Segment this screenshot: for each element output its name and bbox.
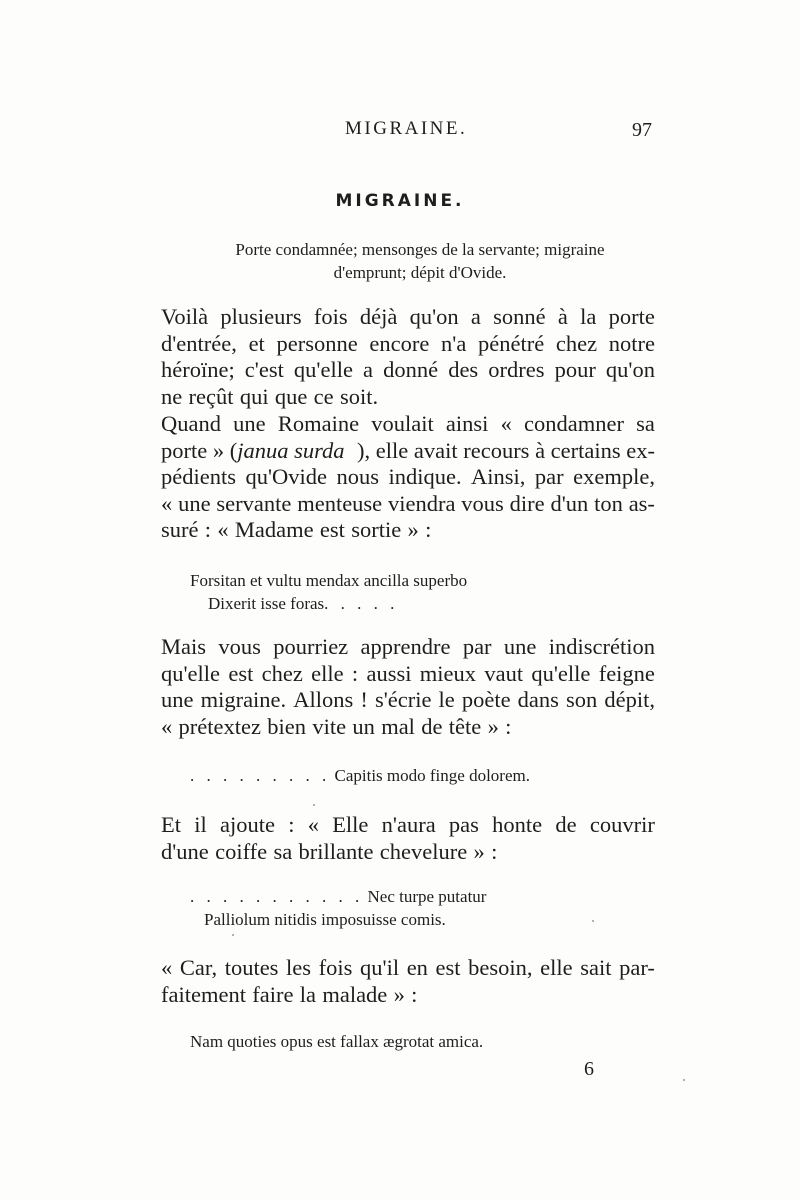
word: migraine. <box>200 687 287 712</box>
verse-text: Dixerit isse foras <box>208 594 325 613</box>
word: a <box>363 357 374 382</box>
word: dépit, <box>604 687 655 712</box>
word: pédients <box>161 464 236 489</box>
word: de <box>555 812 577 837</box>
text-line <box>161 464 655 491</box>
word: et <box>248 330 265 356</box>
text-line <box>161 384 655 411</box>
paragraph-5 <box>161 955 655 1008</box>
word: fois <box>318 955 353 980</box>
word: » <box>393 981 405 1007</box>
verse-text: Capitis modo finge dolorem. <box>334 766 530 785</box>
word: pourriez <box>273 634 349 659</box>
text-line <box>161 982 655 1009</box>
word: chevelure <box>379 838 468 864</box>
word: besoin, <box>468 955 533 980</box>
verse-quote-4: Nam quoties opus est fallax ægrotat amica. <box>190 1032 484 1051</box>
text-line <box>161 955 655 982</box>
word: prétextez <box>178 713 261 739</box>
verse-line: Forsitan et vultu mendax ancilla superbo <box>190 571 468 590</box>
word: « <box>161 490 173 516</box>
text-line <box>161 491 655 518</box>
word: vous <box>461 490 504 516</box>
word: » <box>407 517 419 542</box>
paragraph-3 <box>161 634 655 740</box>
text-line <box>161 304 655 331</box>
word: coiffe <box>215 838 268 864</box>
word: d'une <box>161 838 209 864</box>
word: malade <box>322 981 388 1007</box>
word: sonné <box>493 304 546 329</box>
word: Car, <box>179 955 218 980</box>
word: voulait <box>371 411 434 436</box>
word: est <box>228 660 254 686</box>
word: une <box>503 634 537 659</box>
word: notre <box>608 330 655 356</box>
word: « <box>307 812 319 837</box>
summary-line: d'emprunt; dépit d'Ovide. <box>333 263 507 282</box>
word: dans <box>517 687 559 712</box>
text-line <box>161 687 655 714</box>
text-fragment: porte » ( <box>161 437 238 463</box>
word: que <box>274 383 308 409</box>
word: d'un <box>550 490 589 516</box>
word: Elle <box>332 812 369 837</box>
word: : <box>411 981 418 1007</box>
word: bien <box>267 713 307 739</box>
word: indiscrétion <box>548 634 655 659</box>
word: suré <box>161 517 199 542</box>
word: » <box>473 838 485 864</box>
word: aussi <box>366 660 412 686</box>
word: la <box>299 981 317 1007</box>
word: mieux <box>419 660 477 686</box>
word: qu'elle <box>161 660 221 686</box>
word: sait <box>580 955 612 980</box>
word: qu'on <box>409 304 459 329</box>
chapter-title: MIGRAINE. <box>335 191 465 211</box>
word: personne <box>276 330 358 356</box>
page-number: 97 <box>632 119 652 141</box>
word: indique. <box>388 464 462 489</box>
word: encore <box>369 330 430 356</box>
word: brillante <box>298 838 374 864</box>
word: s'écrie <box>374 687 432 712</box>
word: Quand <box>161 411 221 436</box>
word: à <box>557 304 568 329</box>
word: vaut <box>484 660 524 686</box>
word: qu'il <box>360 955 400 980</box>
word: faire <box>252 981 294 1007</box>
word: n'aura <box>381 812 436 837</box>
word: Madame <box>234 517 314 542</box>
word: le <box>438 687 455 712</box>
paragraph-1 <box>161 304 655 410</box>
word: qu'elle <box>531 660 591 686</box>
word: faitement <box>161 981 246 1007</box>
word: porte <box>608 304 655 329</box>
word: il <box>194 812 207 837</box>
text-line <box>161 331 655 358</box>
word: qu'on <box>605 357 655 382</box>
word: la <box>580 304 597 329</box>
word: n'a <box>441 330 467 356</box>
word: sa <box>273 838 293 864</box>
word: poète <box>461 687 511 712</box>
word: elle <box>540 955 573 980</box>
word: Ainsi, <box>471 464 526 489</box>
paragraph-4 <box>161 812 655 865</box>
word: en <box>406 955 428 980</box>
verse-line: Palliolum nitidis imposuisse comis. <box>204 910 446 929</box>
ellipsis: . . . . . <box>324 594 399 613</box>
word: exemple, <box>573 464 655 489</box>
word: une <box>161 687 194 712</box>
word: ! <box>360 687 368 712</box>
word: toutes <box>224 955 279 980</box>
word: soit. <box>339 383 379 409</box>
word: ordres <box>488 357 545 382</box>
verse-line <box>190 885 486 908</box>
text-line <box>161 517 655 544</box>
paragraph-2 <box>161 411 655 544</box>
word: : <box>425 517 432 542</box>
word: sa <box>636 411 655 436</box>
word: par <box>534 464 564 489</box>
word: une <box>178 490 211 516</box>
paper-speck <box>313 804 315 806</box>
word: c'est <box>244 357 284 382</box>
paper-speck <box>683 1079 685 1081</box>
latin-phrase: janua surda <box>237 437 345 463</box>
word: menteuse <box>297 490 383 516</box>
word: par- <box>619 955 655 980</box>
word: « <box>161 955 173 980</box>
text-line <box>161 714 655 741</box>
word: « <box>500 411 512 436</box>
word: sortie <box>351 517 402 542</box>
word: viendra <box>388 490 456 516</box>
word: chez <box>261 660 303 686</box>
word: son <box>566 687 598 712</box>
word: : <box>505 713 512 739</box>
word: nous <box>336 464 379 489</box>
paper-speck <box>232 934 234 936</box>
word: une <box>233 411 266 436</box>
word: plusieurs <box>220 304 302 329</box>
word: est <box>319 517 345 542</box>
word: « <box>217 517 229 542</box>
signature-mark: 6 <box>584 1058 594 1080</box>
word: fois <box>313 304 348 329</box>
word: chez <box>555 330 598 356</box>
word: feigne <box>598 660 655 686</box>
text-line <box>161 661 655 688</box>
word: d'entrée, <box>161 330 237 356</box>
verse-quote-3 <box>190 885 486 931</box>
word: par <box>462 634 492 659</box>
text-line <box>161 839 655 866</box>
word: dire <box>509 490 545 516</box>
word: Voilà <box>161 304 209 329</box>
word: les <box>286 955 312 980</box>
word: » <box>487 713 499 739</box>
word: « <box>161 713 173 739</box>
word: pénétré <box>477 330 545 356</box>
word: Et <box>161 812 181 837</box>
ellipsis: . . . . . . . . . . . <box>190 887 364 906</box>
word: couvrir <box>589 812 655 837</box>
word: pas <box>448 812 479 837</box>
word: reçût <box>188 383 234 409</box>
word: Allons <box>293 687 354 712</box>
text-line <box>161 357 655 384</box>
text-line <box>161 634 655 661</box>
word: : <box>288 812 295 837</box>
word: apprendre <box>360 634 451 659</box>
word: condamner <box>524 411 624 436</box>
text-line <box>161 411 655 438</box>
text-line <box>161 438 655 465</box>
word: mal <box>381 713 415 739</box>
word: déjà <box>359 304 398 329</box>
word: vous <box>218 634 261 659</box>
paper-speck <box>592 920 594 922</box>
running-head: MIGRAINE. <box>345 118 468 139</box>
word: héroïne; <box>161 357 235 382</box>
word: as- <box>628 490 655 516</box>
verse-quote-1 <box>190 569 467 615</box>
word: ne <box>161 383 183 409</box>
word: ton <box>594 490 623 516</box>
chapter-summary <box>190 238 650 284</box>
word: Romaine <box>277 411 360 436</box>
word: : <box>491 838 498 864</box>
word: pour <box>554 357 596 382</box>
word: honte <box>492 812 543 837</box>
word: elle <box>311 660 344 686</box>
word: a <box>470 304 481 329</box>
word: est <box>435 955 461 980</box>
word: de <box>421 713 443 739</box>
word: : <box>351 660 359 686</box>
verse-text: Nec turpe putatur <box>367 887 487 906</box>
verse-line <box>190 592 467 615</box>
verse-quote-2 <box>190 764 530 787</box>
word: : <box>204 517 212 542</box>
ellipsis: . . . . . . . . . <box>190 766 331 785</box>
summary-line: Porte condamnée; mensonges de la servante; migraine <box>235 240 605 259</box>
word: donné <box>383 357 439 382</box>
word: qu'elle <box>293 357 353 382</box>
text-line <box>161 812 655 839</box>
word: vite <box>312 713 347 739</box>
word: ajoute <box>219 812 275 837</box>
word: des <box>448 357 479 382</box>
word: qu'Ovide <box>245 464 327 489</box>
word: ce <box>313 383 334 409</box>
word: ainsi <box>445 411 489 436</box>
word: tête <box>448 713 482 739</box>
word: qui <box>239 383 269 409</box>
word: un <box>352 713 375 739</box>
text-fragment: ), elle avait recours à certains ex- <box>357 437 655 463</box>
word: servante <box>216 490 292 516</box>
word: Mais <box>161 634 206 659</box>
